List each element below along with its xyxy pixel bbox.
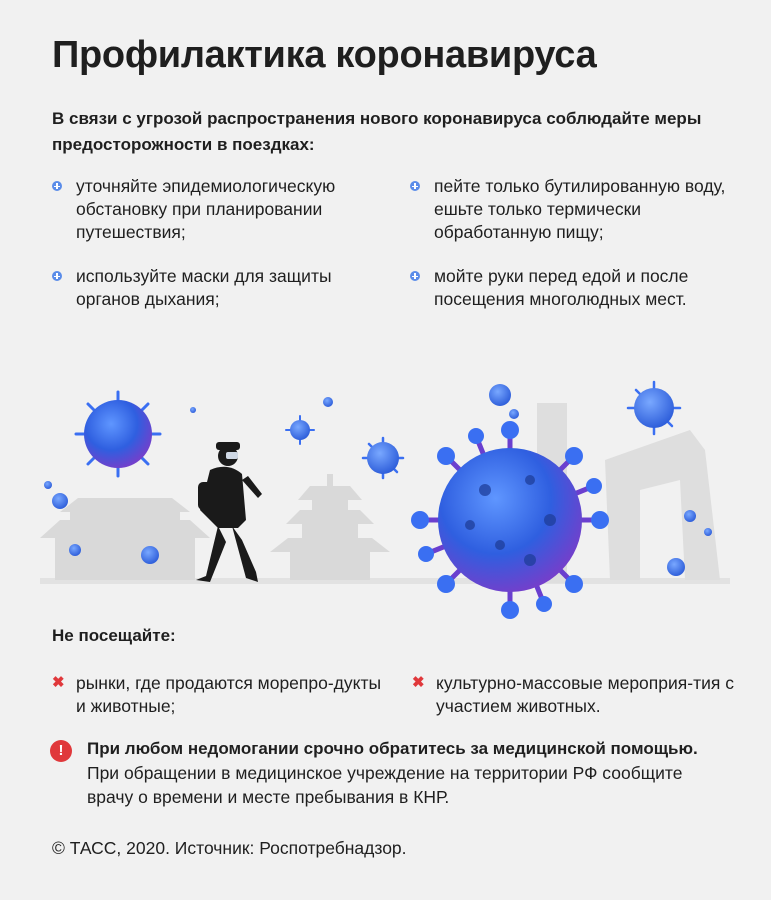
list-item xyxy=(52,265,387,331)
exclamation-icon: ! xyxy=(50,740,72,762)
virus-icon xyxy=(628,382,680,434)
cross-icon: ✖ xyxy=(412,674,425,691)
plus-bullet-icon xyxy=(52,181,62,191)
precautions-right-list xyxy=(410,175,750,355)
pagoda-right xyxy=(270,474,390,580)
virus-icon xyxy=(76,392,160,476)
plus-bullet-icon xyxy=(410,181,420,191)
avoid-heading: Не посещайте: xyxy=(52,626,176,645)
intro-text: В связи с угрозой распространения нового коронавируса соблюдайте меры предосторожности в поездках: xyxy=(52,109,702,154)
precautions-left-list xyxy=(52,175,387,355)
list-item xyxy=(412,672,742,718)
footer-credit: © ТАСС, 2020. Источник: Роспотребнадзор. xyxy=(52,838,407,858)
list-item-text: уточняйте эпидемиологическую обстановку при планировании путешествия; xyxy=(76,176,336,242)
travel-illustration xyxy=(0,370,771,640)
plus-bullet-icon xyxy=(410,271,420,281)
list-item xyxy=(52,672,382,718)
list-item xyxy=(410,175,750,241)
virus-icon xyxy=(363,438,403,478)
list-item xyxy=(52,175,387,241)
list-item-text: пейте только бутилированную воду, ешьте только термически обработанную пищу; xyxy=(434,176,726,242)
list-item xyxy=(410,265,750,331)
list-item-text: мойте руки перед едой и после посещения многолюдных мест. xyxy=(434,266,689,309)
large-virus-icon xyxy=(411,421,609,619)
plus-bullet-icon xyxy=(52,271,62,281)
warning-heading: При любом недомогании срочно обратитесь за медицинской помощью. xyxy=(87,739,698,758)
avoid-left-list xyxy=(52,672,382,718)
page-title: Профилактика коронавируса xyxy=(52,34,597,76)
temple-left xyxy=(40,498,210,580)
cross-icon: ✖ xyxy=(52,674,65,691)
warning-text: При обращении в медицинское учреждение на территории РФ сообщите врачу о времени и месте пребывания в КНР. xyxy=(87,763,683,807)
list-item-text: культурно-массовые мероприя-тия с участием животных. xyxy=(436,673,734,716)
virus-icon xyxy=(286,416,314,444)
list-item-text: используйте маски для защиты органов дыхания; xyxy=(76,266,332,309)
walking-person xyxy=(196,442,262,582)
list-item-text: рынки, где продаются морепро-дукты и животные; xyxy=(76,673,382,716)
avoid-right-list xyxy=(412,672,742,718)
